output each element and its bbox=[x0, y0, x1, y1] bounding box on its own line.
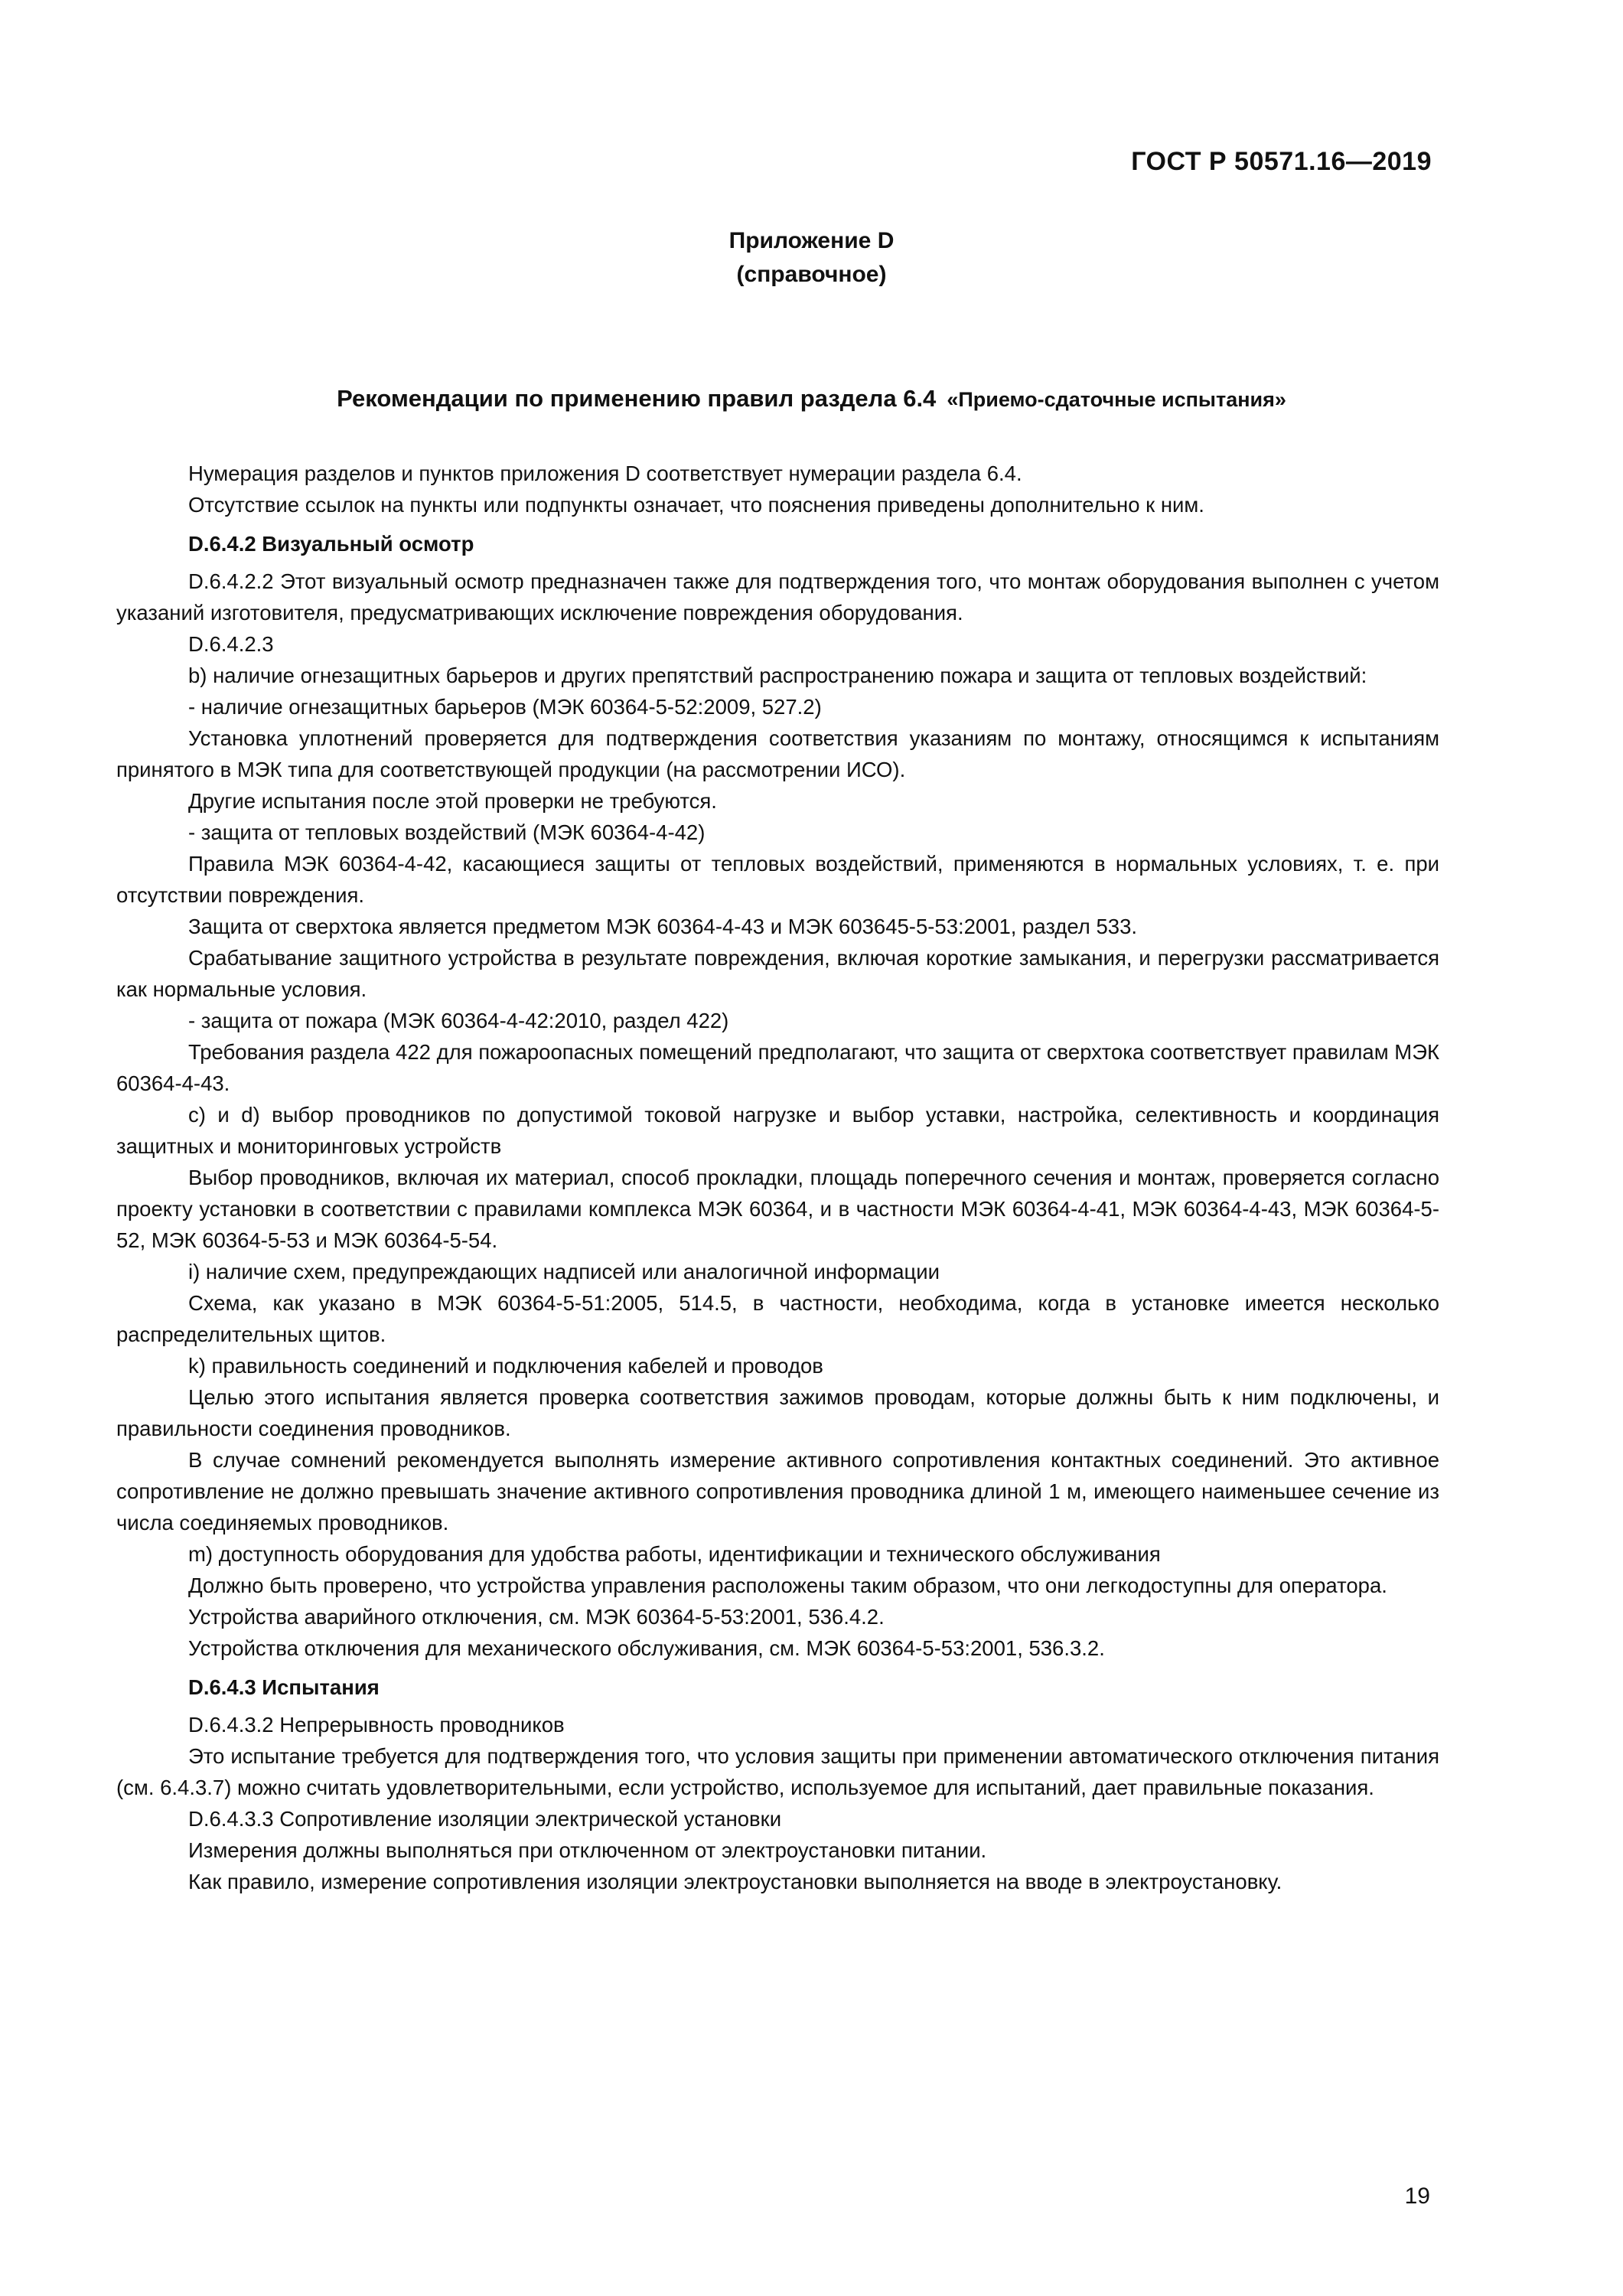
paragraph: m) доступность оборудования для удобства работы, идентификации и технического обслуживания bbox=[188, 1542, 1161, 1566]
paragraph: D.6.4.3.3 Сопротивление изоляции электрической установки bbox=[188, 1807, 782, 1831]
paragraph: Защита от сверхтока является предметом МЭК 60364-4-43 и МЭК 603645-5-53:2001, раздел 533. bbox=[188, 915, 1138, 938]
list-item: - защита от пожара (МЭК 60364-4-42:2010, раздел 422) bbox=[188, 1009, 729, 1032]
section-heading: D.6.4.3 Испытания bbox=[188, 1675, 380, 1699]
paragraph: Установка уплотнений проверяется для подтверждения соответствия указаниям по монтажу, относящимся к испытаниям принятого в МЭК типа для соответствующей продукции (на рассмотрении ИСО). bbox=[116, 726, 1439, 781]
appendix-heading bbox=[0, 224, 1623, 292]
list-item: - наличие огнезащитных барьеров (МЭК 60364-5-52:2009, 527.2) bbox=[188, 695, 822, 719]
paragraph: Это испытание требуется для подтверждения того, что условия защиты при применении автоматического отключения питания (см. 6.4.3.7) можно считать удовлетворительными, если устройство, используемое для испытаний, дает правильные показания. bbox=[116, 1744, 1439, 1799]
appendix-label: Приложение D bbox=[728, 228, 895, 253]
document-body bbox=[116, 458, 1439, 1897]
paragraph: i) наличие схем, предупреждающих надписей или аналогичной информации bbox=[188, 1260, 940, 1283]
paragraph: D.6.4.3.2 Непрерывность проводников bbox=[188, 1713, 565, 1737]
paragraph: Нумерация разделов и пунктов приложения D соответствует нумерации раздела 6.4. bbox=[188, 461, 1022, 485]
title-main: Рекомендации по применению правил раздела 6.4 bbox=[337, 385, 937, 412]
document-title bbox=[0, 385, 1623, 413]
paragraph: Выбор проводников, включая их материал, способ прокладки, площадь поперечного сечения и монтаж, проверяется согласно проекту установки в соответствии с правилами комплекса МЭК 60364, и в частности МЭК 60364-4-41, МЭК 60364-4-43, МЭК 60364-5-52, МЭК 60364-5-53 и МЭК 60364-5-54. bbox=[116, 1166, 1439, 1252]
paragraph: Целью этого испытания является проверка соответствия зажимов проводам, которые должны быть к ним подключены, и правильности соединения проводников. bbox=[116, 1385, 1439, 1440]
paragraph: Другие испытания после этой проверки не требуются. bbox=[188, 789, 717, 813]
paragraph: k) правильность соединений и подключения кабелей и проводов bbox=[188, 1354, 823, 1378]
paragraph: Требования раздела 422 для пожароопасных помещений предполагают, что защита от сверхтока соответствует правилам МЭК 60364-4-43. bbox=[116, 1040, 1439, 1095]
appendix-type: (справочное) bbox=[736, 262, 887, 287]
paragraph: Должно быть проверено, что устройства управления расположены таким образом, что они легкодоступны для оператора. bbox=[188, 1574, 1387, 1597]
list-item: - защита от тепловых воздействий (МЭК 60364-4-42) bbox=[188, 820, 706, 844]
section-heading: D.6.4.2 Визуальный осмотр bbox=[188, 532, 474, 556]
paragraph: b) наличие огнезащитных барьеров и других препятствий распространению пожара и защита от тепловых воздействий: bbox=[188, 664, 1367, 687]
paragraph: Правила МЭК 60364-4-42, касающиеся защиты от тепловых воздействий, применяются в нормальных условиях, т. е. при отсутствии повреждения. bbox=[116, 852, 1439, 907]
paragraph: с) и d) выбор проводников по допустимой токовой нагрузке и выбор уставки, настройка, селективность и координация защитных и мониторинговых устройств bbox=[116, 1103, 1439, 1158]
paragraph: Измерения должны выполняться при отключенном от электроустановки питании. bbox=[188, 1838, 987, 1862]
title-quoted: «Приемо-сдаточные испытания» bbox=[947, 388, 1286, 411]
paragraph: D.6.4.2.2 Этот визуальный осмотр предназначен также для подтверждения того, что монтаж оборудования выполнен с учетом указаний изготовителя, предусматривающих исключение повреждения оборудования. bbox=[116, 569, 1439, 625]
standard-code: ГОСТ Р 50571.16—2019 bbox=[1131, 147, 1432, 176]
paragraph: Отсутствие ссылок на пункты или подпункты означает, что пояснения приведены дополнительно к ним. bbox=[188, 493, 1204, 517]
paragraph: Устройства аварийного отключения, см. МЭК 60364-5-53:2001, 536.4.2. bbox=[188, 1605, 885, 1629]
paragraph: Как правило, измерение сопротивления изоляции электроустановки выполняется на вводе в электроустановку. bbox=[188, 1870, 1282, 1893]
paragraph: Срабатывание защитного устройства в результате повреждения, включая короткие замыкания, и перегрузки рассматривается как нормальные условия. bbox=[116, 946, 1439, 1001]
paragraph: В случае сомнений рекомендуется выполнять измерение активного сопротивления контактных соединений. Это активное сопротивление не должно превышать значение активного сопротивления проводника длиной 1 м, имеющего наименьшее сечение из числа соединяемых проводников. bbox=[116, 1448, 1439, 1534]
paragraph: Устройства отключения для механического обслуживания, см. МЭК 60364-5-53:2001, 536.3.2. bbox=[188, 1636, 1105, 1660]
page-number: 19 bbox=[1404, 2183, 1430, 2209]
paragraph: D.6.4.2.3 bbox=[188, 632, 274, 656]
paragraph: Схема, как указано в МЭК 60364-5-51:2005, 514.5, в частности, необходима, когда в установке имеется несколько распределительных щитов. bbox=[116, 1291, 1439, 1346]
